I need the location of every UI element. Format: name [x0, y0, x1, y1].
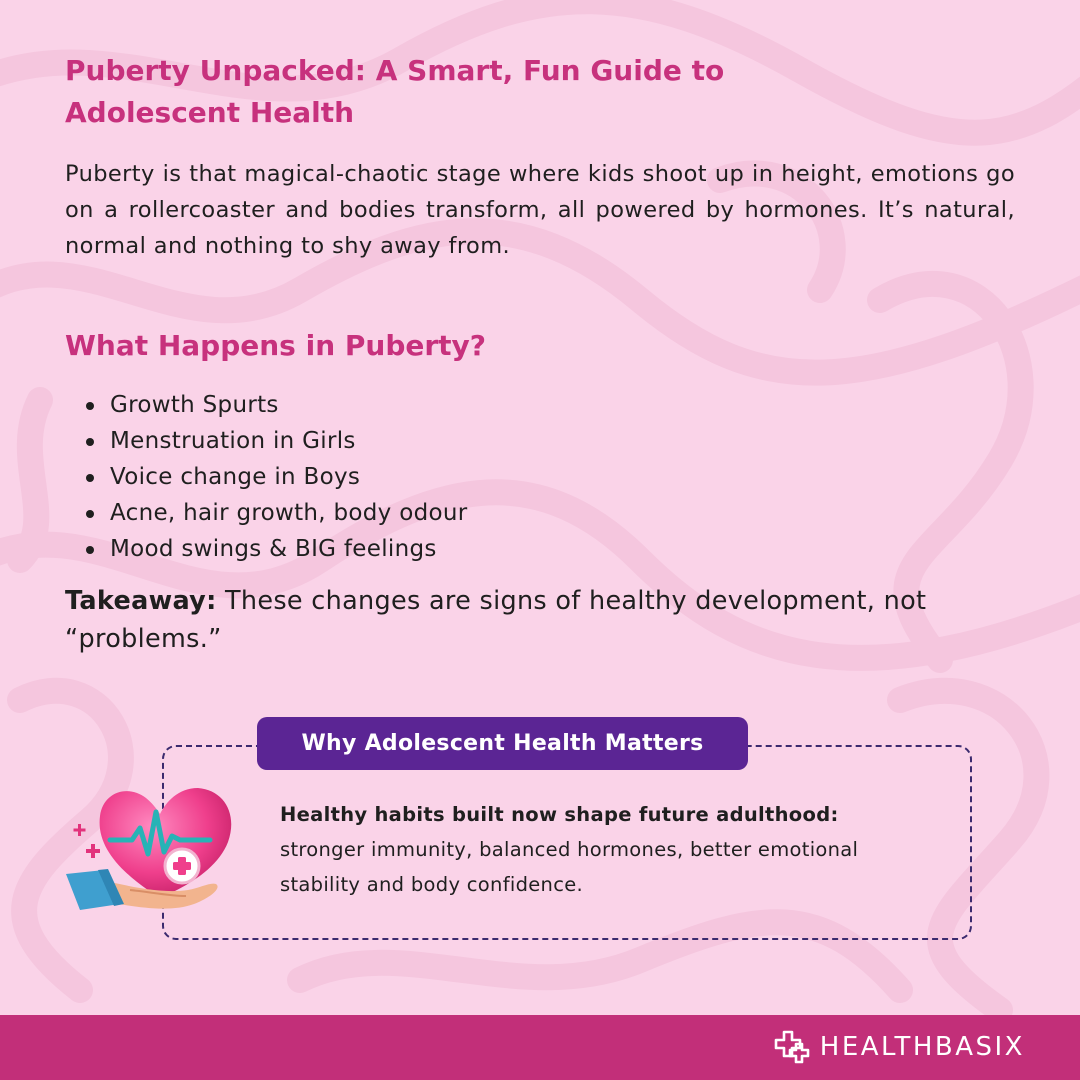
heart-hand-icon	[60, 758, 245, 918]
brand-name: HEALTHBASIX	[819, 1032, 1025, 1062]
title-line-2: Adolescent Health	[65, 96, 355, 129]
takeaway-body: These changes are signs of healthy development, not “problems.”	[65, 586, 927, 654]
intro-paragraph: Puberty is that magical-chaotic stage where kids shoot up in height, emotions go on a rollercoaster and bodies transform, all powered by hormones. It’s natural, normal and nothing to shy away from.	[65, 161, 1015, 259]
list-item: Growth Spurts	[84, 387, 784, 423]
puberty-changes-list	[84, 387, 784, 567]
section-heading: What Happens in Puberty?	[65, 329, 487, 362]
card-lead-text: Healthy habits built now shape future adulthood:	[280, 803, 839, 826]
takeaway-text	[65, 582, 1055, 658]
card-body-text: stronger immunity, balanced hormones, better emotional stability and body confidence.	[280, 838, 859, 896]
card-tab-label: Why Adolescent Health Matters	[257, 717, 748, 770]
list-item: Acne, hair growth, body odour	[84, 495, 784, 531]
list-item: Voice change in Boys	[84, 459, 784, 495]
title-line-1: Puberty Unpacked: A Smart, Fun Guide to	[65, 54, 725, 87]
list-item: Mood swings & BIG feelings	[84, 531, 784, 567]
takeaway-label: Takeaway:	[65, 586, 217, 616]
list-item: Menstruation in Girls	[84, 423, 784, 459]
page-title	[65, 50, 965, 134]
card-body	[280, 797, 920, 902]
